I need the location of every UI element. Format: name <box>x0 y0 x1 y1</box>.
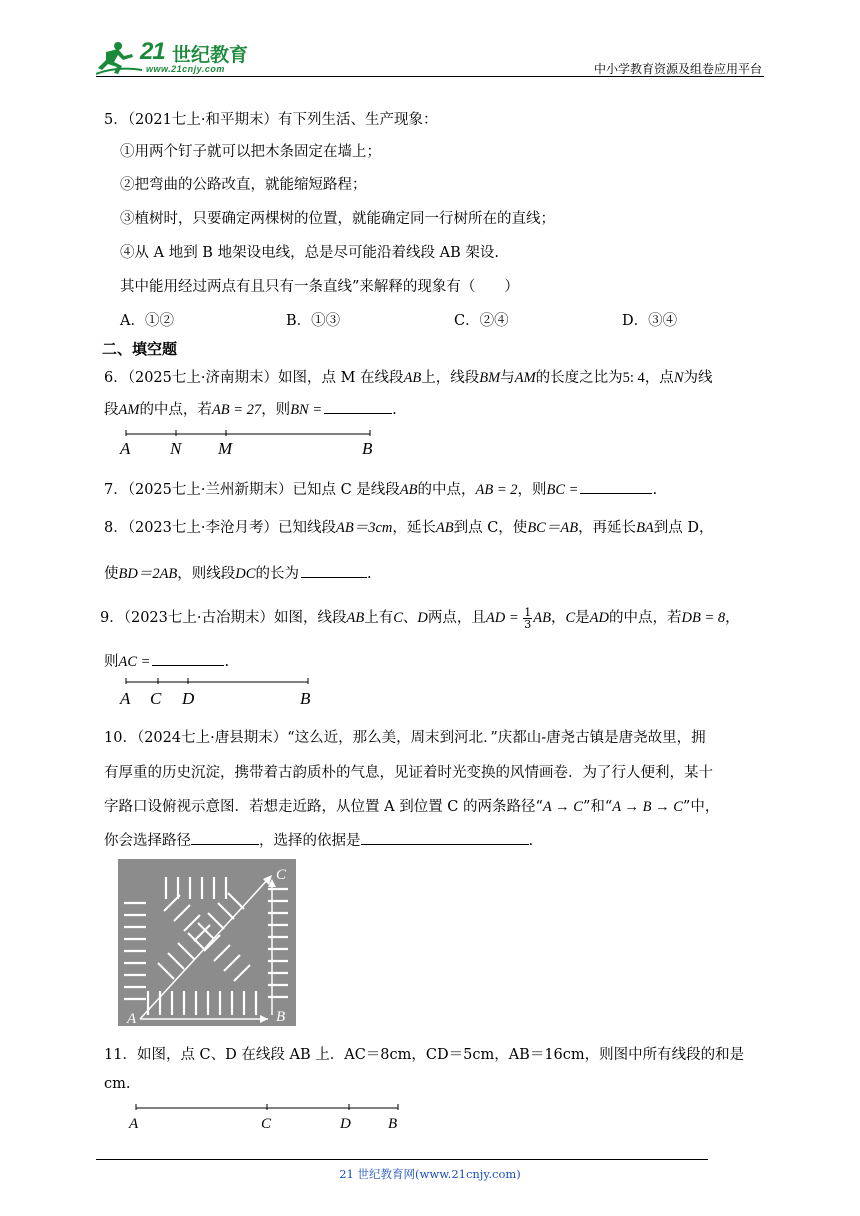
q7-text: 7．（2025七上·兰州新期末）已知点 C 是线段 <box>104 482 400 498</box>
q9-fraction <box>523 607 532 630</box>
q6-figure <box>112 428 392 462</box>
q11-label-c: C <box>261 1116 272 1132</box>
q10-label-a: A <box>127 1011 137 1026</box>
q10-text: 字路口设俯视示意图．若想走近路，从位置 A 到位置 C 的两条路径“ <box>104 799 543 815</box>
q10-path-blank[interactable] <box>191 830 259 845</box>
q6-bm: BM <box>479 370 501 386</box>
q9-c: C <box>565 610 576 626</box>
q9-label-a: A <box>120 689 131 708</box>
q9-text: ， <box>550 610 566 626</box>
q9-line-1 <box>100 606 740 630</box>
q8-line-1 <box>104 516 714 537</box>
q8-text: ，再延长 <box>578 520 637 536</box>
q5-ask: 其中能用经过两点有且只有一条直线”来解释的现象有（ ） <box>120 279 519 295</box>
q8-dc: DC <box>235 566 256 582</box>
q9-numerator: 1 <box>524 605 532 619</box>
q8-text: 8．（2023七上·李沧月考）已知线段 <box>104 520 336 536</box>
q9-label-d: D <box>182 689 195 708</box>
q5-option-b: B．①③ <box>286 313 341 329</box>
q7-condition: AB = 2 <box>475 482 518 498</box>
q6-text: 为线 <box>683 370 713 386</box>
q8-ab: AB <box>435 520 454 536</box>
q11-label-b: B <box>388 1116 398 1132</box>
q10-line-4: 你会选择路径 ，选择的依据是 . <box>104 829 533 850</box>
q9-ad: AD <box>589 610 609 626</box>
q11-line-1: 11．如图，点 C、D 在线段 AB 上．AC＝8cm，CD＝5cm，AB＝16cm，则图中所有线段的和是 <box>104 1047 745 1063</box>
site-logo <box>96 36 266 76</box>
q9-d: D <box>417 610 428 626</box>
q9-label-b: B <box>300 689 311 708</box>
q9-text: 上有 <box>364 610 394 626</box>
q11-line-2: cm. <box>104 1076 131 1092</box>
q9-text: 两点，且 <box>427 610 486 626</box>
q6-am: AM <box>514 370 536 386</box>
q8-text: 到点 D， <box>653 520 714 536</box>
q9-ab: AB <box>533 610 551 626</box>
q6-ratio: 5: 4 <box>622 370 645 386</box>
q8-text: ，延长 <box>392 520 436 536</box>
q5-item-2: ②把弯曲的公路改直，就能缩短路程； <box>120 177 367 193</box>
q6-line-2: 段AM的中点，若AB = 27，则BN = . <box>104 398 397 419</box>
q10-text: ，选择的依据是 <box>259 833 361 849</box>
q6-answer-prefix: BN = <box>290 402 323 418</box>
q8-ba: BA <box>636 520 654 536</box>
q10-line-2: 有厚重的历史沉淀，携带着古韵质朴的气息，见证着时光变换的风情画卷．为了行人便利，某十 <box>104 765 713 781</box>
q8-condition-1: AB＝3cm <box>336 520 393 536</box>
q5-item-4: ④从 A 地到 B 地架设电线，总是尽可能沿着线段 AB 架设. <box>120 245 500 261</box>
q9-condition: DB = 8 <box>681 610 726 626</box>
runner-logo-icon <box>96 36 144 76</box>
q5-option-d: D．③④ <box>622 313 678 329</box>
q6-text: 的长度之比为 <box>535 370 623 386</box>
q6-text: 上，线段 <box>421 370 480 386</box>
q5-item-3: ③植树时，只要确定两棵树的位置，就能确定同一行树所在的直线； <box>120 211 555 227</box>
q5-stem: 5．（2021七上·和平期末）有下列生活、生产现象： <box>104 112 438 128</box>
q7-line: 7．（2025七上·兰州新期末）已知点 C 是线段AB的中点，AB = 2，则BC = . <box>104 478 657 499</box>
q6-label-a: A <box>120 439 131 458</box>
q6-am: AM <box>118 402 140 418</box>
q11-label-d: D <box>340 1116 351 1132</box>
q8-text: ，则线段 <box>177 566 236 582</box>
q11-label-a: A <box>129 1116 139 1132</box>
q6-text: ，则 <box>261 402 291 418</box>
q9-label-c: C <box>150 689 162 708</box>
q8-line-2: 使BD＝2AB，则线段DC的长为 . <box>104 562 372 583</box>
q10-path-2: A → B → C <box>612 799 683 815</box>
q11-figure <box>124 1102 414 1134</box>
q6-ab: AB <box>403 370 422 386</box>
q10-text: ”中， <box>682 799 720 815</box>
q8-text: 到点 C，使 <box>453 520 528 536</box>
q7-answer-blank[interactable] <box>580 479 652 494</box>
q6-text: 与 <box>500 370 515 386</box>
q6-answer-blank[interactable] <box>324 399 392 414</box>
q10-label-c: C <box>276 867 287 883</box>
q5-option-a: A．①② <box>120 313 174 329</box>
q9-ad-eq: AD = <box>485 610 523 626</box>
q9-text: ， <box>725 610 740 626</box>
q8-condition-3: BD＝2AB <box>118 566 178 582</box>
q5-option-c: C．②④ <box>454 313 509 329</box>
q8-answer-blank[interactable] <box>301 563 367 578</box>
logo-text: 世纪教育 <box>172 44 249 66</box>
footer-divider <box>96 1159 708 1160</box>
q9-denominator: 3 <box>524 617 532 631</box>
q10-line-1: 10．（2024七上·唐县期末）“这么近，那么美，周末到河北．”庆都山-唐尧古镇是唐尧故里，拥 <box>104 730 706 746</box>
q10-line-3 <box>104 795 719 816</box>
q6-text: 段 <box>104 402 119 418</box>
q6-line-1 <box>104 366 712 387</box>
q9-figure <box>112 676 332 710</box>
q9-answer-blank[interactable] <box>152 651 224 666</box>
q6-label-n: N <box>170 439 182 458</box>
logo-url: www.21cnjy.com <box>146 64 225 74</box>
q10-path-1: A → C <box>542 799 583 815</box>
q10-crossroad-figure <box>118 859 296 1026</box>
q10-reason-blank[interactable] <box>361 830 529 845</box>
q8-text: 使 <box>104 566 119 582</box>
q9-text: 则 <box>104 654 119 670</box>
q6-condition: AB = 27 <box>211 402 262 418</box>
q7-answer-prefix: BC = <box>546 482 579 498</box>
q10-label-b: B <box>276 1009 286 1025</box>
q8-condition-2: BC＝AB <box>527 520 579 536</box>
q8-text: 的长为 <box>255 566 299 582</box>
q6-text: ，点 <box>644 370 674 386</box>
q5-item-1: ①用两个钉子就可以把木条固定在墙上； <box>120 144 381 160</box>
q9-text: 、 <box>402 610 418 626</box>
q9-text: 9．（2023七上·古冶期末）如图，线段 <box>100 610 347 626</box>
q6-label-m: M <box>218 439 233 458</box>
q9-text: 是 <box>575 610 590 626</box>
q9-text: 的中点，若 <box>608 610 682 626</box>
footer-link[interactable]: 21 世纪教育网(www.21cnjy.com) <box>339 1167 521 1181</box>
platform-title: 中小学教育资源及组卷应用平台 <box>593 62 762 76</box>
q9-line-2: 则AC = . <box>104 650 229 671</box>
q6-n: N <box>673 370 684 386</box>
q9-answer-prefix: AC = <box>118 654 151 670</box>
q6-text: 6．（2025七上·济南期末）如图，点 M 在线段 <box>104 370 404 386</box>
q10-text: 你会选择路径 <box>104 833 191 849</box>
q6-text: 的中点，若 <box>139 402 212 418</box>
q7-text: ，则 <box>517 482 547 498</box>
header-divider <box>96 76 764 77</box>
section-title: 二、填空题 <box>102 340 178 358</box>
q9-c: C <box>393 610 403 626</box>
q7-ab: AB <box>399 482 418 498</box>
q9-ab: AB <box>346 610 365 626</box>
q6-label-b: B <box>362 439 373 458</box>
q7-text: 的中点， <box>417 482 476 498</box>
q10-text: ”和“ <box>582 799 613 815</box>
logo-number: 21 <box>140 38 165 65</box>
